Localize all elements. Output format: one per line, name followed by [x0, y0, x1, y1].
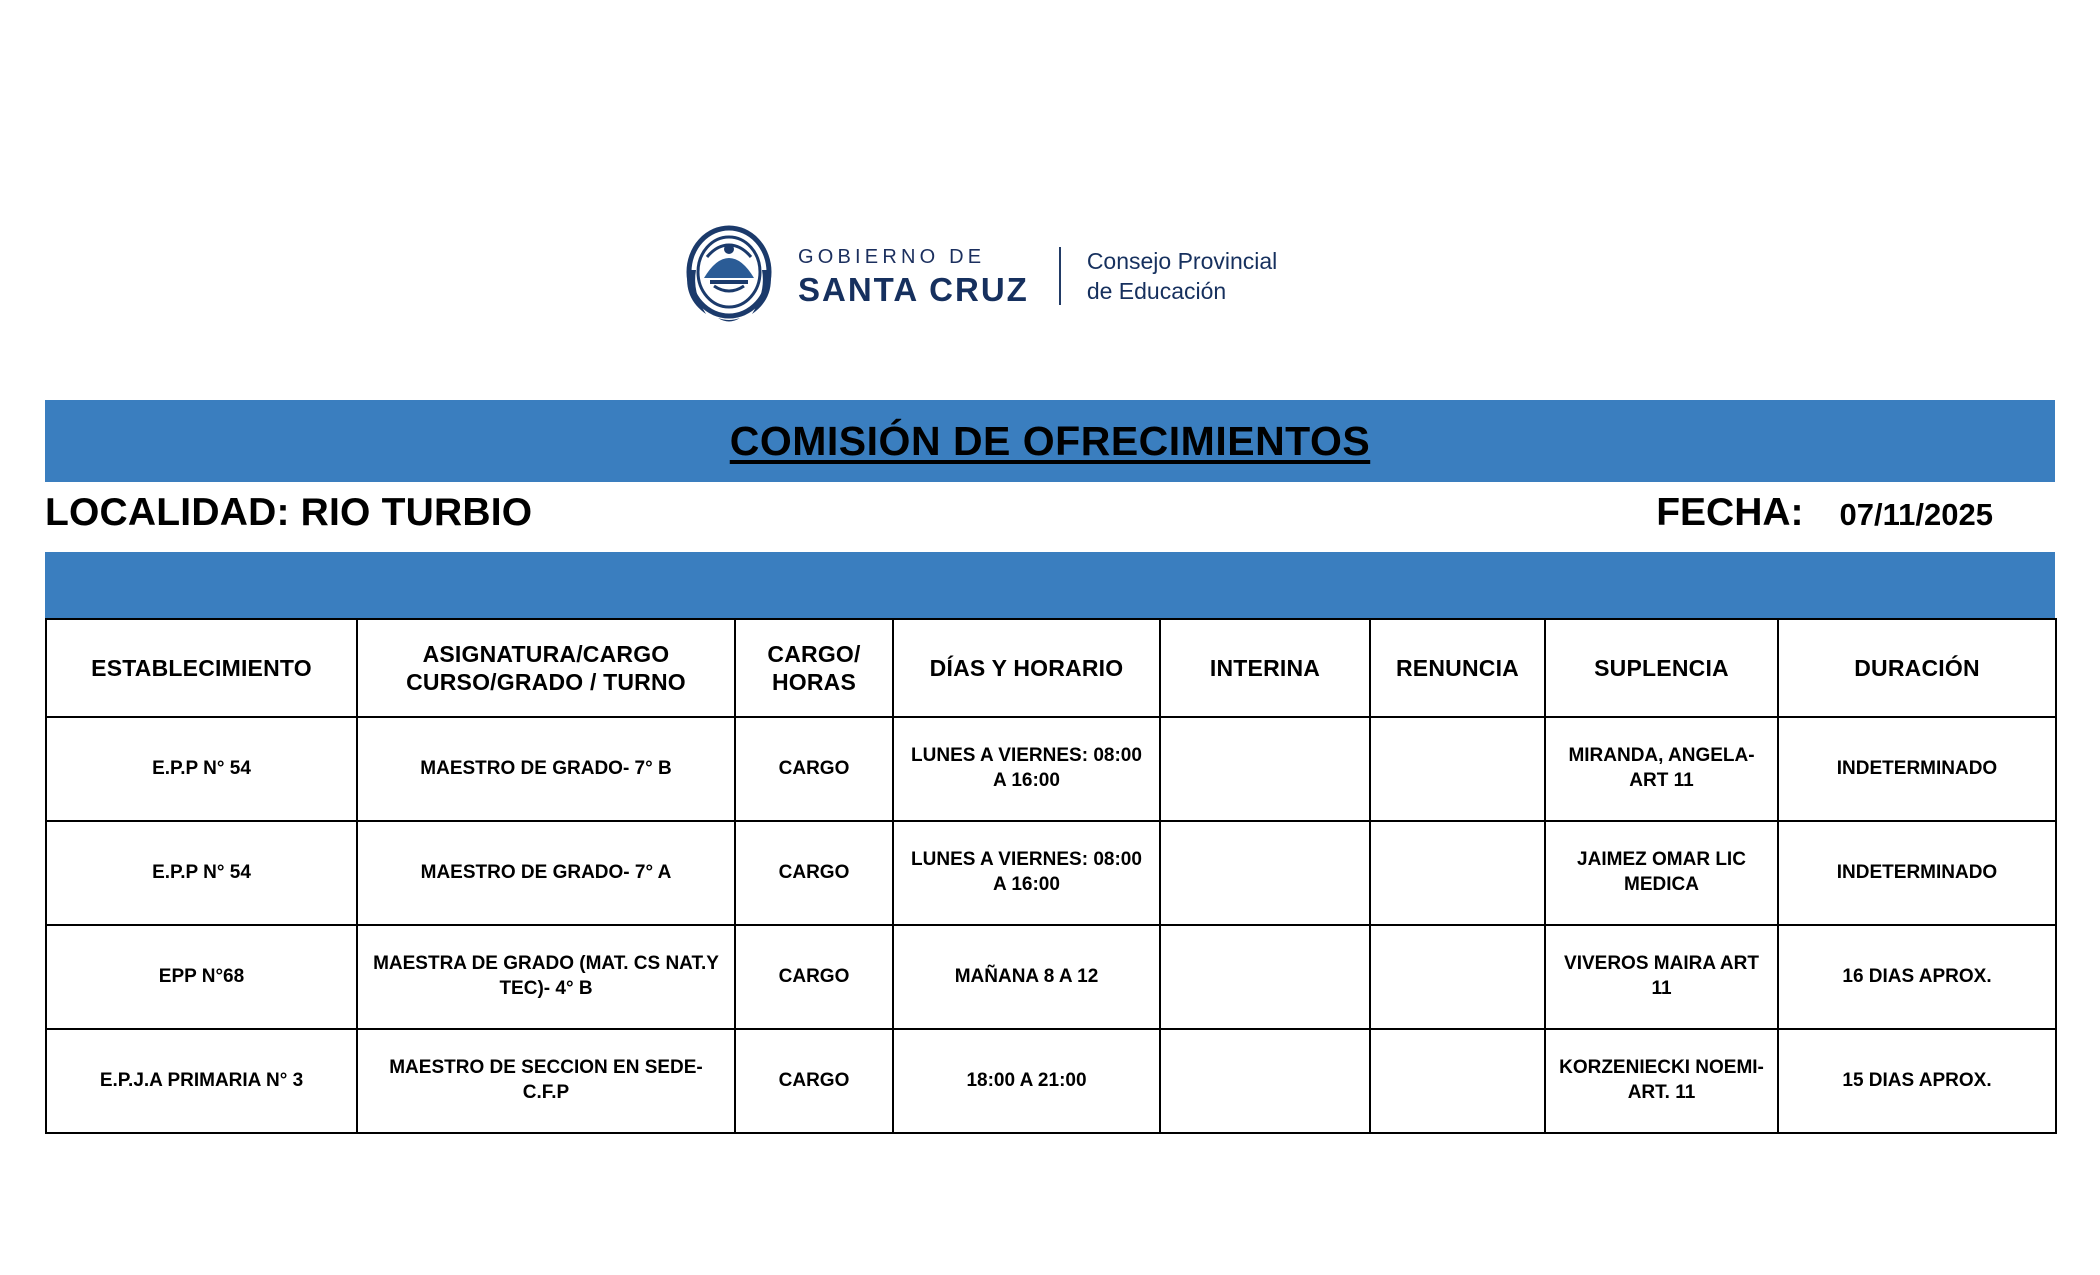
column-header-line-1: RENUNCIA	[1396, 654, 1519, 681]
table-row	[46, 717, 2056, 821]
date-label: FECHA:	[1656, 491, 1804, 534]
cell-duracion: INDETERMINADO	[1778, 821, 2056, 925]
cell-establecimiento: E.P.J.A PRIMARIA N° 3	[46, 1029, 357, 1133]
offerings-table	[45, 618, 2057, 1134]
table-header-row	[46, 619, 2056, 717]
column-header-line-1: DÍAS Y HORARIO	[929, 654, 1124, 681]
cell-dias-horario: 18:00 A 21:00	[893, 1029, 1160, 1133]
locality-label: LOCALIDAD: RIO TURBIO	[45, 491, 533, 534]
column-header-line-1: DURACIÓN	[1854, 654, 1980, 681]
cell-asignatura: MAESTRA DE GRADO (MAT. CS NAT.Y TEC)- 4° B	[357, 925, 735, 1029]
column-header-establecimiento	[46, 619, 357, 717]
locality-date-row	[45, 482, 2055, 544]
council-line-2: de Educación	[1086, 278, 1227, 304]
cell-interina	[1160, 925, 1370, 1029]
cell-dias-horario: MAÑANA 8 A 12	[893, 925, 1160, 1029]
table-row	[46, 821, 2056, 925]
cell-dias-horario: LUNES A VIERNES: 08:00 A 16:00	[893, 821, 1160, 925]
offerings-table-container	[45, 618, 2055, 1134]
cell-duracion: 15 DIAS APROX.	[1778, 1029, 2056, 1133]
cell-establecimiento: EPP N°68	[46, 925, 357, 1029]
government-line-2: SANTA CRUZ	[798, 270, 1029, 308]
cell-asignatura: MAESTRO DE GRADO- 7° B	[357, 717, 735, 821]
cell-duracion: INDETERMINADO	[1778, 717, 2056, 821]
column-header-dias-horario	[893, 619, 1160, 717]
cell-renuncia	[1370, 821, 1545, 925]
blue-spacer-band	[45, 552, 2055, 618]
column-header-duracion	[1778, 619, 2056, 717]
cell-interina	[1160, 717, 1370, 821]
column-header-line-1: INTERINA	[1209, 654, 1321, 681]
table-row	[46, 925, 2056, 1029]
government-wordmark	[798, 247, 1029, 306]
council-wordmark	[1087, 246, 1277, 307]
date-group	[1656, 491, 2055, 535]
cell-cargo-horas: CARGO	[735, 1029, 893, 1133]
cell-renuncia	[1370, 1029, 1545, 1133]
column-header-line-1: ASIGNATURA/CARGO	[422, 640, 670, 667]
table-header	[46, 619, 2056, 717]
column-header-line-2: CURSO/GRADO / TURNO	[406, 669, 686, 695]
date-value: 07/11/2025	[1839, 497, 1993, 532]
cell-establecimiento: E.P.P N° 54	[46, 821, 357, 925]
cell-cargo-horas: CARGO	[735, 717, 893, 821]
cell-interina	[1160, 821, 1370, 925]
cell-asignatura: MAESTRO DE SECCION EN SEDE- C.F.P	[357, 1029, 735, 1133]
council-line-1: Consejo Provincial	[1086, 247, 1278, 274]
cell-renuncia	[1370, 925, 1545, 1029]
cell-suplencia: MIRANDA, ANGELA- ART 11	[1545, 717, 1778, 821]
institutional-header	[674, 222, 1277, 330]
cell-interina	[1160, 1029, 1370, 1133]
santa-cruz-coat-of-arms-icon	[674, 222, 784, 330]
table-body	[46, 717, 2056, 1133]
page-title: COMISIÓN DE OFRECIMIENTOS	[729, 417, 1371, 464]
column-header-line-1: SUPLENCIA	[1594, 654, 1729, 681]
column-header-line-2: HORAS	[771, 669, 857, 695]
cell-asignatura: MAESTRO DE GRADO- 7° A	[357, 821, 735, 925]
cell-dias-horario: LUNES A VIERNES: 08:00 A 16:00	[893, 717, 1160, 821]
header-divider	[1059, 247, 1061, 305]
cell-suplencia: KORZENIECKI NOEMI- ART. 11	[1545, 1029, 1778, 1133]
column-header-line-1: ESTABLECIMIENTO	[91, 654, 312, 681]
column-header-asignatura	[357, 619, 735, 717]
cell-establecimiento: E.P.P N° 54	[46, 717, 357, 821]
column-header-line-1: CARGO/	[767, 640, 861, 667]
cell-cargo-horas: CARGO	[735, 821, 893, 925]
cell-suplencia: VIVEROS MAIRA ART 11	[1545, 925, 1778, 1029]
title-band	[45, 400, 2055, 482]
column-header-interina	[1160, 619, 1370, 717]
cell-renuncia	[1370, 717, 1545, 821]
column-header-suplencia	[1545, 619, 1778, 717]
cell-suplencia: JAIMEZ OMAR LIC MEDICA	[1545, 821, 1778, 925]
government-line-1: GOBIERNO DE	[798, 245, 986, 268]
cell-cargo-horas: CARGO	[735, 925, 893, 1029]
column-header-renuncia	[1370, 619, 1545, 717]
table-row	[46, 1029, 2056, 1133]
column-header-cargo-horas	[735, 619, 893, 717]
cell-duracion: 16 DIAS APROX.	[1778, 925, 2056, 1029]
